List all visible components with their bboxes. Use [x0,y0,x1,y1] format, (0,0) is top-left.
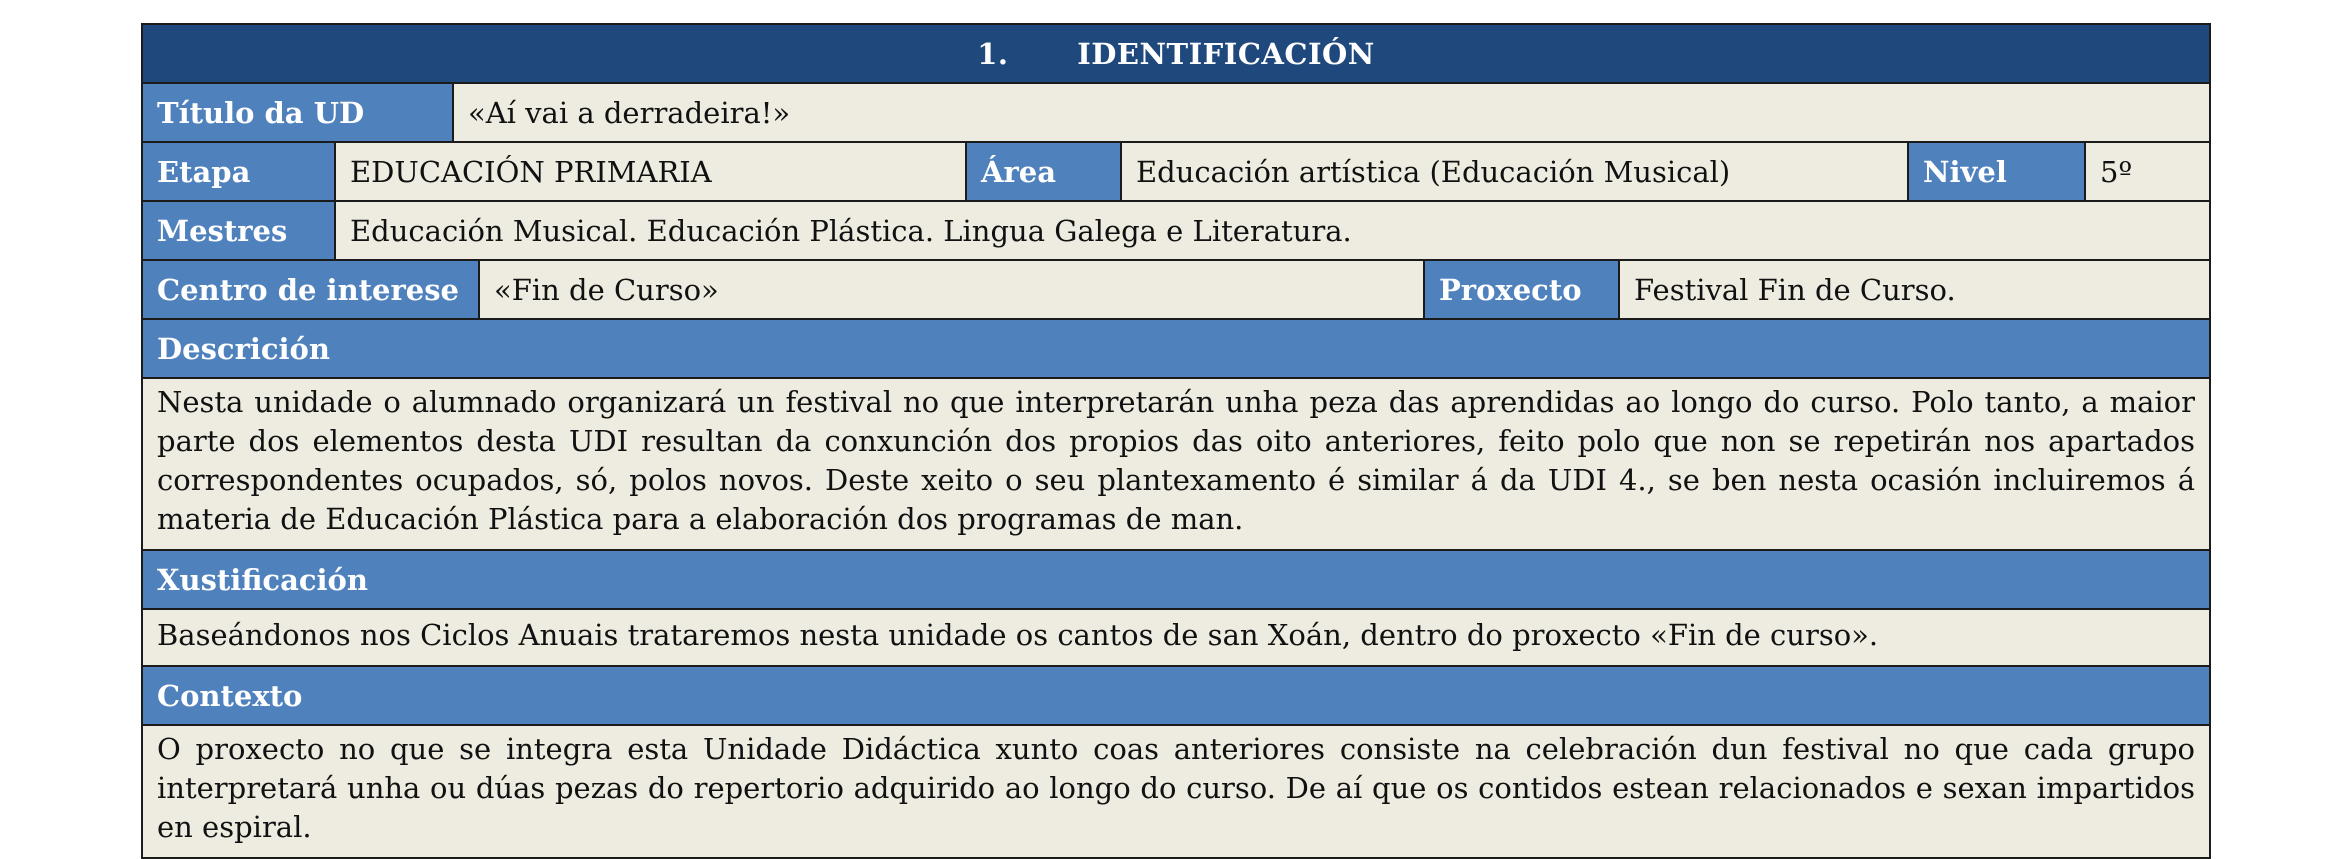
section-number: 1. [977,36,1009,71]
section-title [143,25,2209,82]
contexto-label: Contexto [143,667,2209,724]
descricion-header-row [141,320,2211,379]
identification-table [141,23,2211,859]
mestres-label: Mestres [143,202,336,259]
descricion-label: Descrición [143,320,2209,377]
section-title-text: IDENTIFICACIÓN [1077,36,1375,71]
xustificacion-label: Xustificación [143,551,2209,608]
centro-row [141,261,2211,320]
descricion-text: Nesta unidade o alumnado organizará un festival no que interpretarán unha peza das aprendidas ao longo do curso. Polo tanto, a maior parte dos elementos desta UDI resultan da conxunción dos propios das oito anteriores, feito polo que non se repetirán nos apartados correspondentes ocupados, só, polos novos. Deste xeito o seu plantexamento é similar á da UDI 4., se ben nesta ocasión incluiremos á materia de Educación Plástica para a elaboración dos programas de man. [143,379,2209,549]
descricion-body-row [141,379,2211,551]
contexto-header-row [141,667,2211,726]
proxecto-label: Proxecto [1425,261,1620,318]
area-label: Área [967,143,1122,200]
xustificacion-header-row [141,551,2211,610]
etapa-label: Etapa [143,143,336,200]
nivel-label: Nivel [1909,143,2086,200]
contexto-text: O proxecto no que se integra esta Unidade Didáctica xunto coas anteriores consiste na celebración dun festival no que cada grupo interpretará unha ou dúas pezas do repertorio adquirido ao longo do curso. De aí que os contidos estean relacionados e sexan impartidos en espiral. [143,726,2209,857]
titulo-row [141,84,2211,143]
proxecto-value: Festival Fin de Curso. [1620,261,2209,318]
xustificacion-body-row [141,610,2211,667]
etapa-value: EDUCACIÓN PRIMARIA [336,143,967,200]
titulo-label: Título da UD [143,84,454,141]
etapa-row [141,143,2211,202]
titulo-value: «Aí vai a derradeira!» [454,84,2209,141]
contexto-body-row [141,726,2211,859]
centro-value: «Fin de Curso» [480,261,1425,318]
table-header-row [141,23,2211,84]
mestres-value: Educación Musical. Educación Plástica. Lingua Galega e Literatura. [336,202,2209,259]
area-value: Educación artística (Educación Musical) [1122,143,1909,200]
nivel-value: 5º [2086,143,2209,200]
xustificacion-text: Baseándonos nos Ciclos Anuais trataremos nesta unidade os cantos de san Xoán, dentro do proxecto «Fin de curso». [143,610,2209,665]
mestres-row [141,202,2211,261]
centro-label: Centro de interese [143,261,480,318]
